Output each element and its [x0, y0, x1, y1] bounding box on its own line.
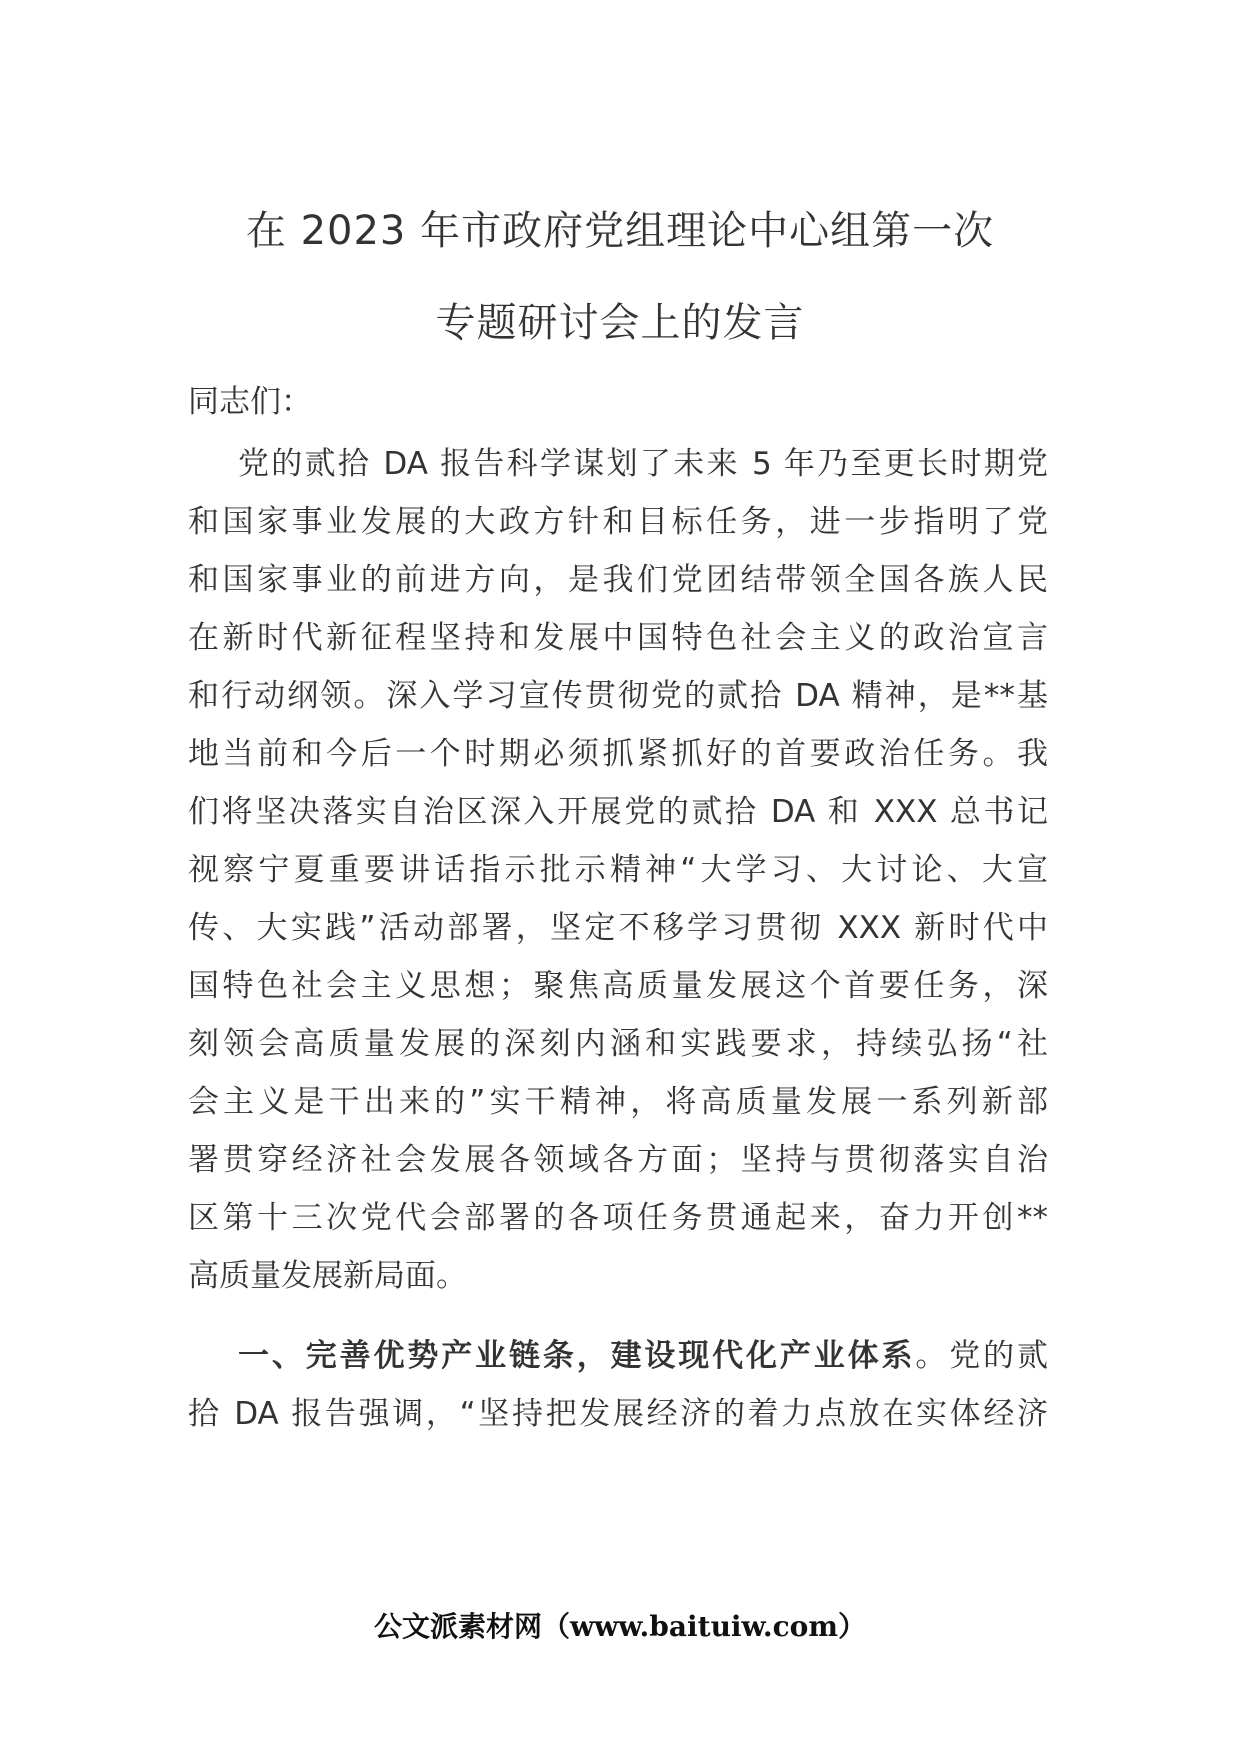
paragraph-line: 和国家事业的前进方向，是我们党团结带领全国各族人民 — [188, 562, 1048, 598]
paragraph-line: 们将坚决落实自治区深入开展党的贰拾 DA 和 XXX 总书记 — [188, 794, 1048, 830]
paragraph-line: 高质量发展新局面。 — [188, 1258, 467, 1294]
footer-watermark: 公文派素材网（www.baituiw.com） — [374, 1610, 866, 1643]
document-title-line-2: 专题研讨会上的发言 — [435, 300, 805, 346]
section-heading: 一、完善优势产业链条，建设现代化产业体系 — [238, 1338, 916, 1374]
paragraph-text: 。党的贰 — [915, 1338, 1048, 1374]
paragraph-line: 和行动纲领。深入学习宣传贯彻党的贰拾 DA 精神，是**基 — [188, 678, 1048, 714]
paragraph-line — [238, 1334, 1048, 1378]
paragraph-line: 国特色社会主义思想；聚焦高质量发展这个首要任务，深 — [188, 968, 1048, 1004]
paragraph-line: 传、大实践”活动部署，坚定不移学习贯彻 XXX 新时代中 — [188, 910, 1048, 946]
paragraph-line: 和国家事业发展的大政方针和目标任务，进一步指明了党 — [188, 504, 1048, 540]
paragraph-line: 党的贰拾 DA 报告科学谋划了未来 5 年乃至更长时期党 — [238, 446, 1048, 482]
paragraph-line: 署贯穿经济社会发展各领域各方面；坚持与贯彻落实自治 — [188, 1142, 1048, 1178]
paragraph-line: 刻领会高质量发展的深刻内涵和实践要求，持续弘扬“社 — [188, 1026, 1048, 1062]
salutation: 同志们： — [188, 384, 312, 420]
paragraph-line: 拾 DA 报告强调，“坚持把发展经济的着力点放在实体经济 — [188, 1396, 1048, 1432]
paragraph-line: 视察宁夏重要讲话指示批示精神“大学习、大讨论、大宣 — [188, 852, 1048, 888]
document-title-line-1: 在 2023 年市政府党组理论中心组第一次 — [245, 208, 995, 254]
paragraph-line: 区第十三次党代会部署的各项任务贯通起来，奋力开创** — [188, 1200, 1048, 1236]
paragraph-line: 在新时代新征程坚持和发展中国特色社会主义的政治宣言 — [188, 620, 1048, 656]
paragraph-line: 地当前和今后一个时期必须抓紧抓好的首要政治任务。我 — [188, 736, 1048, 772]
paragraph-line: 会主义是干出来的”实干精神，将高质量发展一系列新部 — [188, 1084, 1048, 1120]
